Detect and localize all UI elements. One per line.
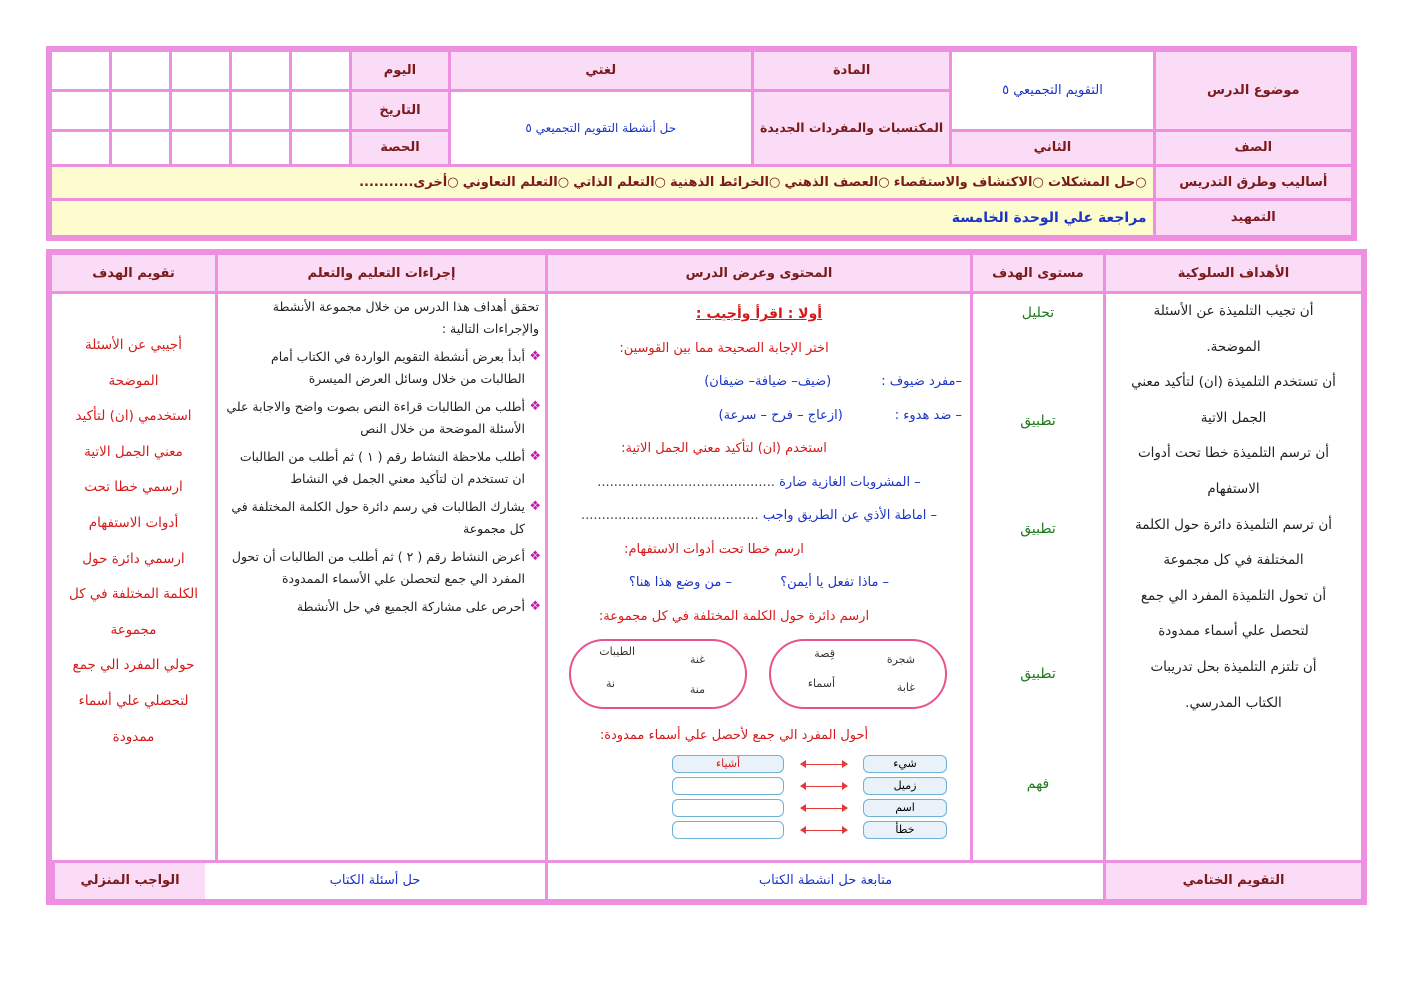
- level-column: [973, 294, 1103, 860]
- procedure-item: ❖ يشارك الطالبات في رسم دائرة حول الكلمة المختلفة في كل مجموعة: [218, 496, 545, 540]
- subject-value: لغتي: [451, 52, 751, 89]
- date-cell-5[interactable]: [292, 92, 349, 129]
- plural-answer-box[interactable]: [672, 821, 784, 839]
- period-cell-3[interactable]: [172, 132, 229, 163]
- col-content-header: المحتوى وعرض الدرس: [548, 255, 970, 291]
- method-1[interactable]: حل المشكلات: [1047, 174, 1136, 190]
- procedure-item: ❖ أبدأ بعرض أنشطة التقويم الواردة في الكتاب أمام الطالبات من خلال وسائل العرض الميسرة: [218, 346, 545, 390]
- day-cell-3[interactable]: [172, 52, 229, 89]
- evaluation-line: أدوات الاستفهام: [88, 515, 179, 532]
- col-objectives-header: الأهداف السلوكية: [1106, 255, 1361, 291]
- word[interactable]: نة: [606, 677, 615, 691]
- level-item: تحليل: [1021, 305, 1055, 322]
- q2a-sentence: – المشروبات الغازية ضارة: [779, 474, 921, 490]
- method-5[interactable]: التعلم الذاتي: [573, 174, 655, 190]
- word[interactable]: غنة: [690, 653, 705, 667]
- new-vocab-value: حل أنشطة التقويم التجميعي ٥: [451, 92, 751, 163]
- evaluation-line: الكلمة المختلفة في كل: [68, 586, 199, 603]
- date-cell-4[interactable]: [232, 92, 289, 129]
- objective-line: أن تحول التلميذة المفرد الي جمع: [1140, 587, 1327, 604]
- objective-line: أن ترسم التلميذة دائرة حول الكلمة: [1134, 516, 1333, 533]
- lesson-header-table: [46, 46, 1357, 241]
- procedure-item: ❖ أعرض النشاط رقم ( ٢ ) ثم أطلب من الطالبات أن تحول المفرد الي جمع لتحصلن علي الأسماء الممدودة: [218, 546, 545, 590]
- q1a-options: (ضيف– ضيافة– ضيفان): [704, 374, 832, 390]
- evaluation-line: لتحصلي علي أسماء: [78, 692, 189, 709]
- period-cell-1[interactable]: [52, 132, 109, 163]
- day-cell-1[interactable]: [52, 52, 109, 89]
- plural-example: أشياء: [672, 755, 784, 773]
- objective-line: لتحصل علي أسماء ممدودة: [1158, 623, 1309, 640]
- singular-word: زميل: [863, 777, 947, 795]
- topic-label: موضوع الدرس: [1156, 52, 1351, 129]
- final-eval-label: التقويم الختامي: [1106, 863, 1361, 899]
- procedure-item: ❖ أطلب ملاحظة النشاط رقم ( ١ ) ثم أطلب من الطالبات ان تستخدم ان لتأكيد معني الجمل في النشاط: [218, 446, 545, 490]
- word[interactable]: منة: [689, 683, 705, 697]
- evaluation-line: أجيبي عن الأسئلة: [85, 337, 182, 354]
- methods-label: أساليب وطرق التدريس: [1156, 167, 1351, 198]
- content-column: [548, 294, 970, 860]
- singular-word: شيء: [863, 755, 947, 773]
- homework-row: [52, 863, 545, 899]
- grade-label: الصف: [1156, 132, 1351, 163]
- objective-line: المختلفة في كل مجموعة: [1163, 552, 1304, 569]
- date-cell-3[interactable]: [172, 92, 229, 129]
- col-evaluation-header: تقويم الهدف: [52, 255, 215, 291]
- plural-answer-box[interactable]: [672, 799, 784, 817]
- evaluation-line: استخدمي (ان) لتأكيد: [75, 408, 192, 425]
- evaluation-line: حولي المفرد الي جمع: [72, 657, 195, 674]
- double-arrow-icon: [801, 764, 847, 765]
- evaluation-line: الموضحة: [108, 372, 159, 389]
- q3b-sentence: – من وضع هذا هنا؟: [628, 575, 732, 591]
- method-2[interactable]: الاكتشاف والاستقصاء: [893, 174, 1033, 190]
- homework-value: حل أسئلة الكتاب: [205, 863, 545, 899]
- period-cell-5[interactable]: [292, 132, 349, 163]
- date-cell-2[interactable]: [112, 92, 169, 129]
- intro-value: مراجعة علي الوحدة الخامسة: [52, 201, 1153, 235]
- col-level-header: مستوى الهدف: [973, 255, 1103, 291]
- homework-label: الواجب المنزلي: [52, 863, 205, 899]
- method-6[interactable]: التعلم التعاوني: [462, 174, 558, 190]
- plural-answer-box[interactable]: [672, 777, 784, 795]
- plural-exercise: [556, 753, 962, 845]
- word[interactable]: غابة: [896, 681, 915, 695]
- question-circle: ارسم دائرة حول الكلمة المختلفة في كل مجموعة:: [598, 608, 870, 624]
- evaluation-line: معني الجمل الاتية: [84, 443, 183, 460]
- question-use-inna: استخدم (ان) لتأكيد معني الجمل الاتية:: [621, 441, 827, 457]
- word-group-oval: [569, 639, 747, 709]
- word-groups: [556, 635, 962, 717]
- new-vocab-label: المكتسبات والمفردات الجديدة: [754, 92, 949, 163]
- objective-line: أن تستخدم التلميذة (ان) لتأكيد معني: [1131, 374, 1336, 391]
- objective-line: الاستفهام: [1207, 481, 1260, 498]
- singular-word: خطأ: [863, 821, 947, 839]
- question-underline: ارسم خطا تحت أدوات الاستفهام:: [624, 541, 804, 557]
- q1a-label: –مفرد ضيوف :: [881, 374, 962, 390]
- word[interactable]: شجرة: [886, 653, 915, 667]
- word[interactable]: قِصة: [814, 647, 835, 661]
- evaluation-column: [52, 294, 215, 860]
- objective-line: أن ترسم التلميذة خطا تحت أدوات: [1137, 445, 1330, 462]
- procedures-column: [218, 294, 545, 860]
- procedure-item: ❖ أطلب من الطالبات قراءة النص بصوت واضح والاجابة علي الأسئلة الموضحة من خلال النص: [218, 396, 545, 440]
- word-group-oval: [769, 639, 947, 709]
- level-item: تطبيق: [1020, 521, 1056, 538]
- evaluation-line: ارسمي خطا تحت: [84, 479, 183, 496]
- objective-line: الموضحة.: [1206, 338, 1261, 355]
- objective-line: أن تجيب التلميذة عن الأسئلة: [1153, 303, 1314, 320]
- subject-label: المادة: [754, 52, 949, 89]
- col-procedures-header: إجراءات التعليم والتعلم: [218, 255, 545, 291]
- day-label: اليوم: [352, 52, 447, 89]
- objectives-column: [1106, 294, 1361, 860]
- level-item: فهم: [1026, 776, 1050, 793]
- q1b-label: – ضد هدوء :: [894, 407, 962, 423]
- topic-value: التقويم التجميعي ٥: [952, 52, 1152, 129]
- period-label: الحصة: [352, 132, 447, 163]
- q1b-options: (ازعاج – فرح – سرعة): [718, 407, 843, 423]
- question-plural: أحول المفرد الي جمع لأحصل علي أسماء ممدودة:: [599, 728, 869, 744]
- evaluation-line: مجموعة: [110, 621, 157, 638]
- q2b-sentence: – اماطة الأذي عن الطريق واجب: [762, 508, 938, 524]
- level-item: تطبيق: [1020, 666, 1056, 683]
- day-cell-2[interactable]: [112, 52, 169, 89]
- day-cell-5[interactable]: [292, 52, 349, 89]
- date-label: التاريخ: [352, 92, 447, 129]
- q3a-sentence: – ماذا تفعل يا أيمن؟: [780, 575, 890, 591]
- double-arrow-icon: [801, 808, 847, 809]
- objective-line: أن تلتزم التلميذة بحل تدريبات: [1150, 658, 1317, 675]
- procedures-intro: تحقق أهداف هذا الدرس من خلال مجموعة الأنشطة والإجراءات التالية :: [272, 299, 539, 337]
- double-arrow-icon: [801, 830, 847, 831]
- level-item: تطبيق: [1020, 413, 1056, 430]
- content-heading: أولا : اقرأ وأجيب :: [695, 306, 823, 323]
- grade-value: الثاني: [952, 132, 1152, 163]
- objective-line: الكتاب المدرسي.: [1185, 694, 1282, 711]
- final-eval-value: متابعة حل انشطة الكتاب: [548, 863, 1103, 899]
- answer-blank[interactable]: ...........................................: [597, 474, 775, 490]
- objective-line: الجمل الاتية: [1200, 409, 1267, 426]
- procedure-item: ❖ أحرص على مشاركة الجميع في حل الأنشطة: [218, 596, 545, 618]
- period-cell-4[interactable]: [232, 132, 289, 163]
- word[interactable]: أسماء: [807, 677, 835, 691]
- answer-blank[interactable]: ...........................................: [580, 508, 759, 524]
- double-arrow-icon: [801, 786, 847, 787]
- intro-label: التمهيد: [1156, 201, 1351, 235]
- method-3[interactable]: العصف الذهني: [784, 174, 879, 190]
- lesson-main-table: [46, 249, 1367, 905]
- evaluation-line: ممدودة: [112, 728, 155, 745]
- evaluation-line: ارسمي دائرة حول: [82, 550, 185, 567]
- date-cell-1[interactable]: [52, 92, 109, 129]
- day-cell-4[interactable]: [232, 52, 289, 89]
- method-4[interactable]: الخرائط الذهنية: [670, 174, 769, 190]
- teaching-methods-list: ○حل المشكلات ○الاكتشاف والاستقصاء ○العصف الذهني ○الخرائط الذهنية ○التعلم الذاتي ○التعلم التعاوني ○أخرى...........: [52, 167, 1153, 198]
- word[interactable]: الطيبات: [599, 645, 635, 659]
- method-7[interactable]: أخرى...........: [359, 174, 448, 190]
- question-choose: اختر الإجابة الصحيحة مما بين القوسين:: [619, 340, 829, 356]
- singular-word: اسم: [863, 799, 947, 817]
- period-cell-2[interactable]: [112, 132, 169, 163]
